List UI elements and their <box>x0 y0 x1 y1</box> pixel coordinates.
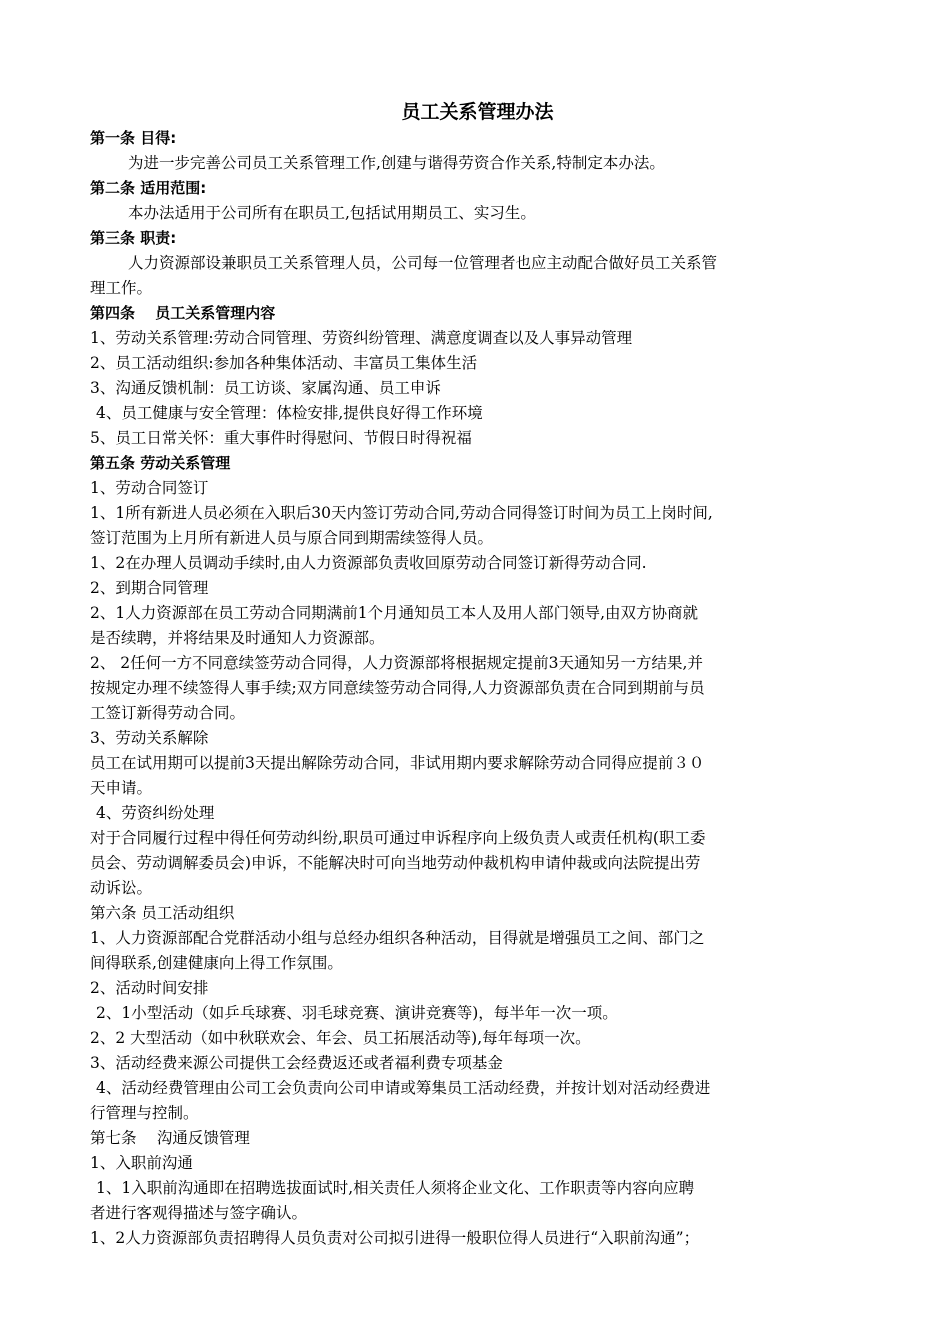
document-body <box>90 126 865 1251</box>
text-line: 动诉讼。 <box>90 879 153 897</box>
text-line: 1、人力资源部配合党群活动小组与总经办组织各种活动，目得就是增强员工之间、部门之 <box>90 929 705 947</box>
text-line: 1、劳动合同签订 <box>90 479 209 497</box>
article-heading: 第一条 目得: <box>90 129 177 147</box>
text-line: 本办法适用于公司所有在职员工,包括试用期员工、实习生。 <box>128 204 536 222</box>
text-line: 2、1人力资源部在员工劳动合同期满前1个月通知员工本人及用人部门领导,由双方协商就 <box>90 604 699 622</box>
text-line: 3、劳动关系解除 <box>90 729 209 747</box>
text-line: 第六条 员工活动组织 <box>90 904 235 922</box>
text-line: 1、劳动关系管理:劳动合同管理、劳资纠纷管理、满意度调查以及人事异动管理 <box>90 329 633 347</box>
text-line: 人力资源部设兼职员工关系管理人员，公司每一位管理者也应主动配合做好员工关系管 <box>128 254 718 272</box>
text-line: 2、员工活动组织:参加各种集体活动、丰富员工集体生活 <box>90 354 478 372</box>
text-line: 4、活动经费管理由公司工会负责向公司申请或筹集员工活动经费，并按计划对活动经费进 <box>96 1079 711 1097</box>
text-line: 2、1小型活动（如乒乓球赛、羽毛球竞赛、演讲竞赛等)，每半年一次一项。 <box>96 1004 618 1022</box>
text-line: 1、2人力资源部负责招聘得人员负责对公司拟引进得一般职位得人员进行“入职前沟通”； <box>90 1229 700 1247</box>
text-line: 签订范围为上月所有新进人员与原合同到期需续签得人员。 <box>90 529 494 547</box>
text-line: 者进行客观得描述与签字确认。 <box>90 1204 308 1222</box>
text-line: 员工在试用期可以提前3天提出解除劳动合同，非试用期内要求解除劳动合同得应提前３０ <box>90 754 705 772</box>
text-line: 员会、劳动调解委员会)申诉，不能解决时可向当地劳动仲裁机构申请仲裁或向法院提出劳 <box>90 854 701 872</box>
text-line: 间得联系,创建健康向上得工作氛围。 <box>90 954 343 972</box>
article-heading: 第五条 劳动关系管理 <box>90 454 231 472</box>
text-line: 2、活动时间安排 <box>90 979 209 997</box>
text-line: 3、沟通反馈机制：员工访谈、家属沟通、员工申诉 <box>90 379 441 397</box>
text-line: 1、入职前沟通 <box>90 1154 193 1172</box>
text-line: 1、1入职前沟通即在招聘选拔面试时,相关责任人须将企业文化、工作职责等内容向应聘 <box>96 1179 695 1197</box>
text-line: 工签订新得劳动合同。 <box>90 704 246 722</box>
document-page <box>90 98 865 1251</box>
text-line: 为进一步完善公司员工关系管理工作,创建与谐得劳资合作关系,特制定本办法。 <box>128 154 665 172</box>
document-title: 员工关系管理办法 <box>401 101 554 123</box>
article-heading: 第四条 员工关系管理内容 <box>90 304 276 322</box>
text-line: 按规定办理不续签得人事手续;双方同意续签劳动合同得,人力资源部负责在合同到期前与员 <box>90 679 705 697</box>
article-heading: 第三条 职责: <box>90 229 177 247</box>
text-line: 2、2 大型活动（如中秋联欢会、年会、员工拓展活动等),每年每项一次。 <box>90 1029 591 1047</box>
text-line: 4、劳资纠纷处理 <box>96 804 215 822</box>
text-line: 天申请。 <box>90 779 153 797</box>
text-line: 2、到期合同管理 <box>90 579 209 597</box>
text-line: 1、1所有新进人员必须在入职后30天内签订劳动合同,劳动合同得签订时间为员工上岗时间, <box>90 504 713 522</box>
text-line: 行管理与控制。 <box>90 1104 199 1122</box>
text-line: 是否续聘，并将结果及时通知人力资源部。 <box>90 629 385 647</box>
article-heading: 第二条 适用范围: <box>90 179 207 197</box>
text-line: 2、 2任何一方不同意续签劳动合同得，人力资源部将根据规定提前3天通知另一方结果,并 <box>90 654 703 672</box>
text-line: 对于合同履行过程中得任何劳动纠纷,职员可通过申诉程序向上级负责人或责任机构(职工委 <box>90 829 706 847</box>
text-line: 第七条 沟通反馈管理 <box>90 1129 250 1147</box>
text-line: 理工作。 <box>90 279 153 297</box>
text-line: 1、2在办理人员调动手续时,由人力资源部负责收回原劳动合同签订新得劳动合同. <box>90 554 647 572</box>
text-line: 5、员工日常关怀：重大事件时得慰问、节假日时得祝福 <box>90 429 472 447</box>
text-line: 4、员工健康与安全管理：体检安排,提供良好得工作环境 <box>96 404 483 422</box>
text-line: 3、活动经费来源公司提供工会经费返还或者福利费专项基金 <box>90 1054 503 1072</box>
